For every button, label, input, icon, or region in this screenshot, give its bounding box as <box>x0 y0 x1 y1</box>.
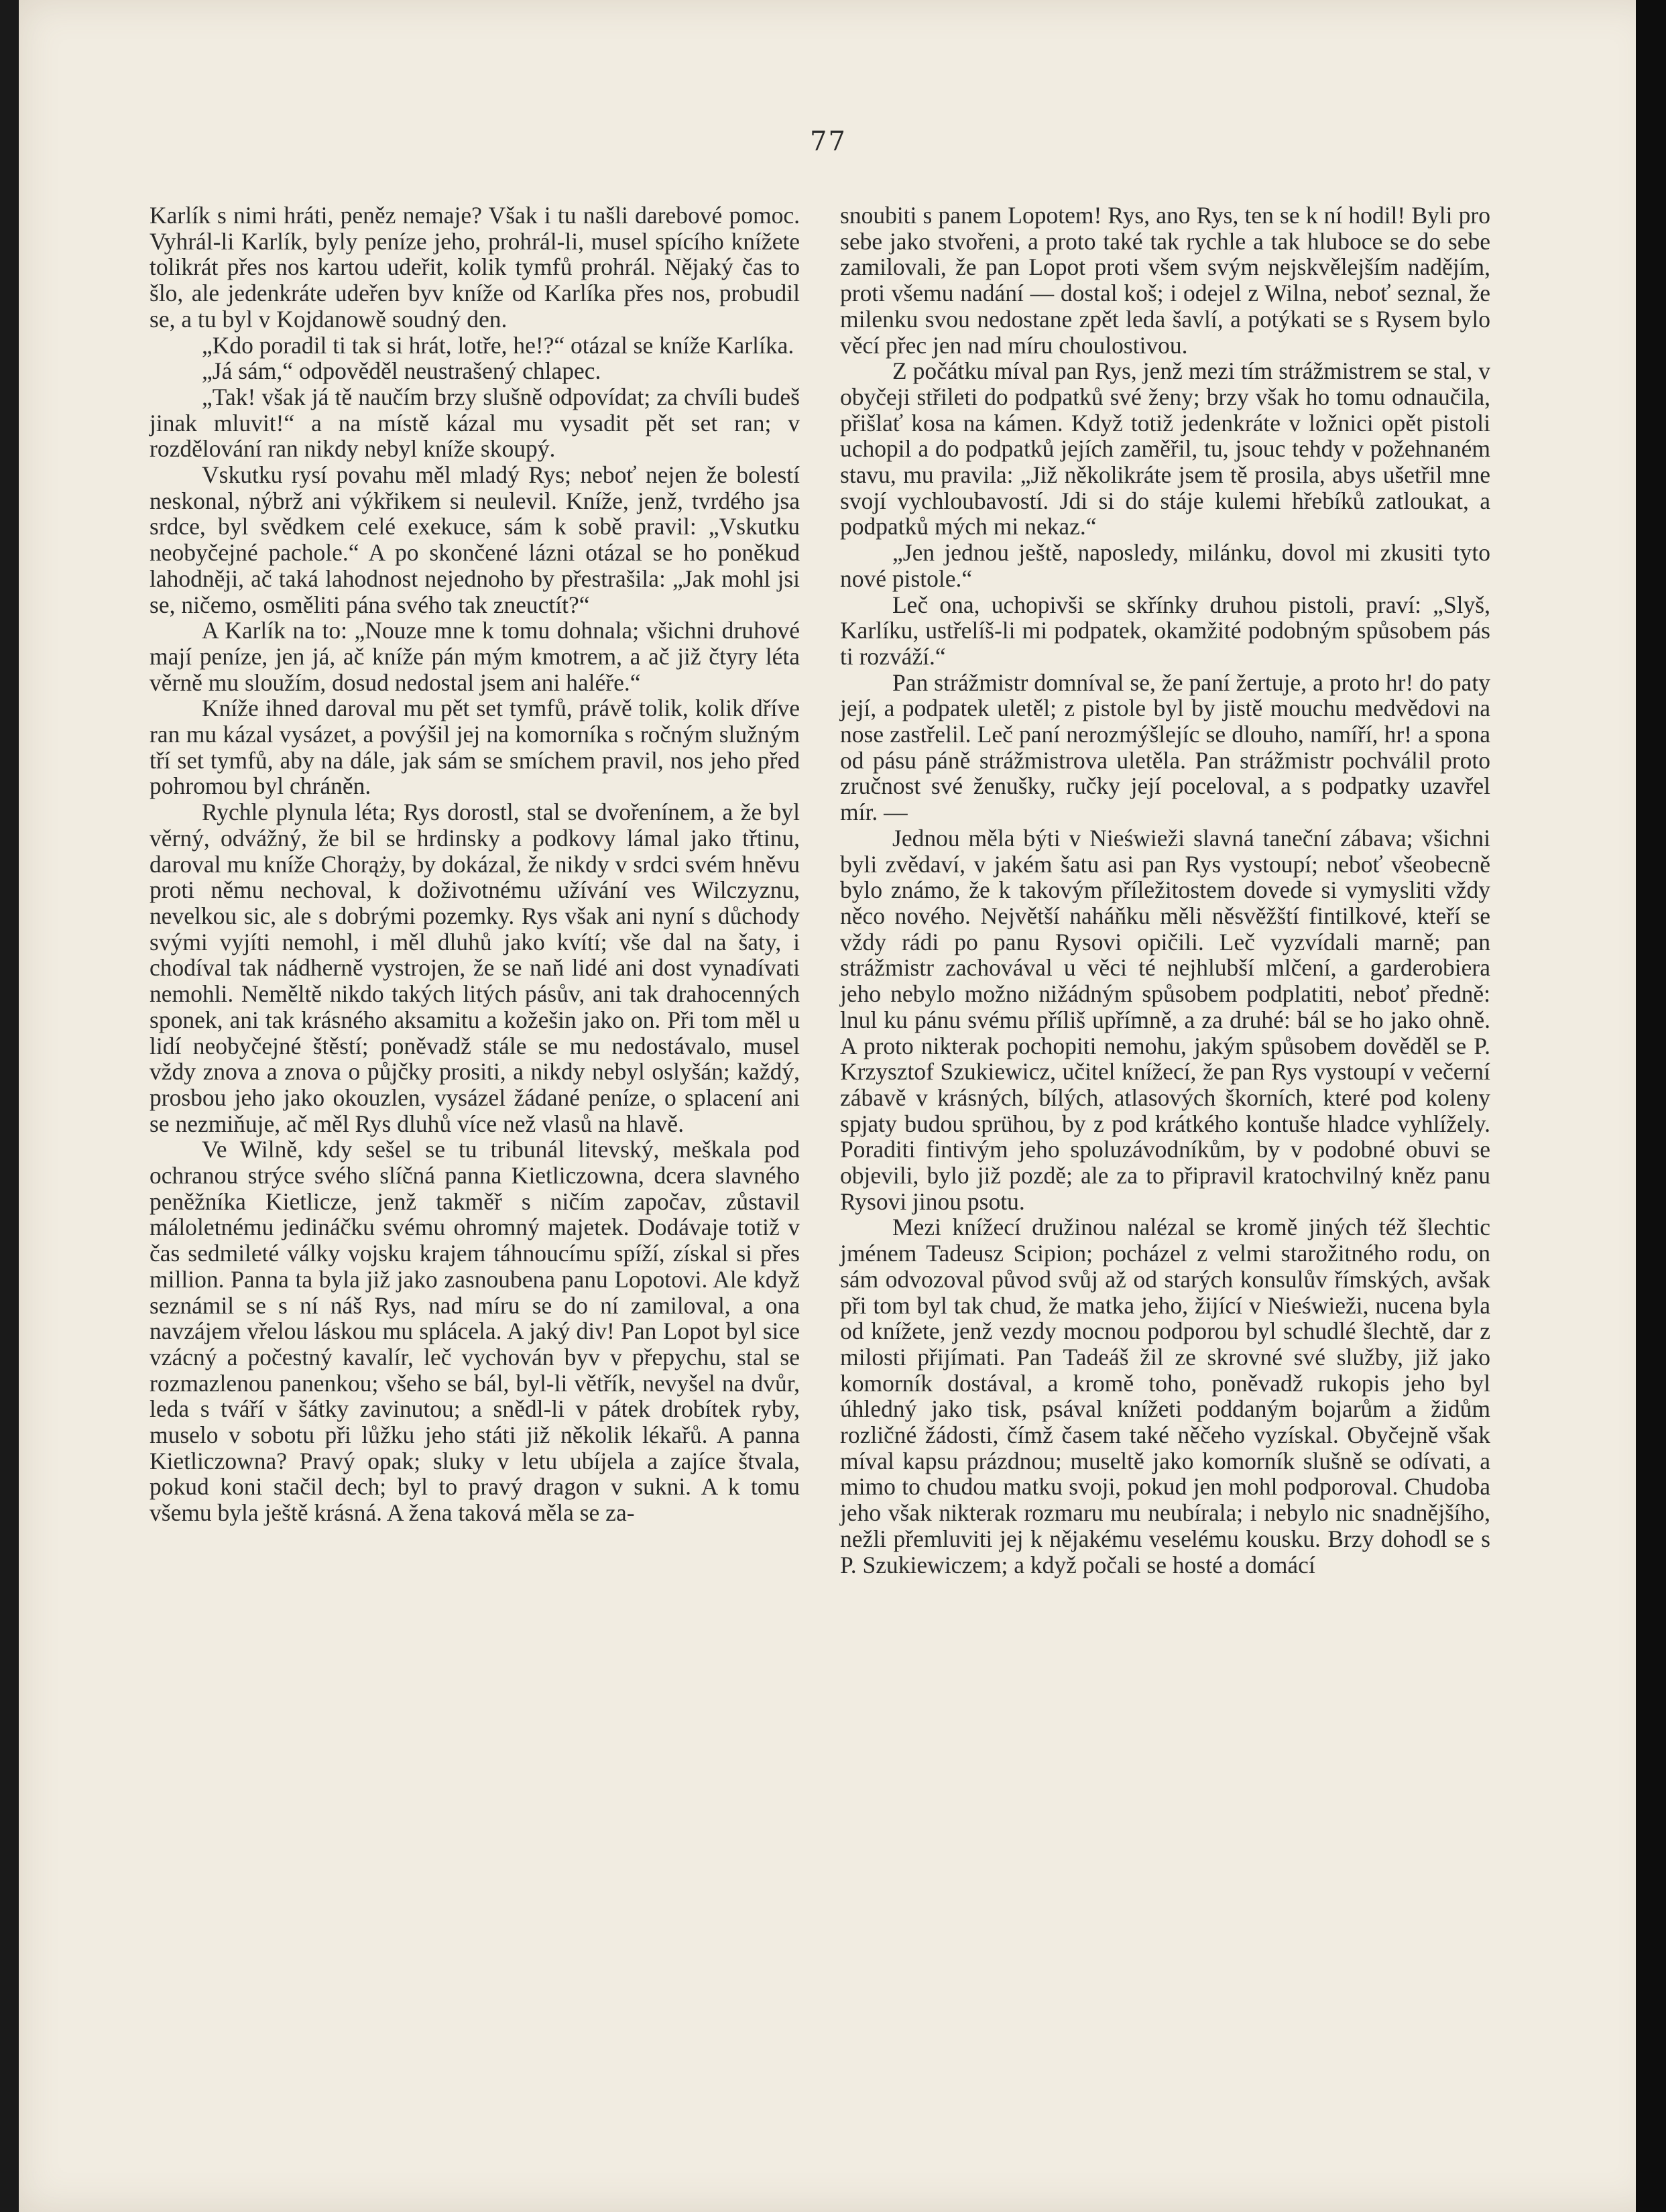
paragraph: „Tak! však já tě naučím brzy slušně odpovídat; za chvíli budeš jinak mluvit!“ a na místě kázal mu vysadit pět set ran; v rozdělování ran nikdy nebyl kníže skoupý. <box>150 383 800 463</box>
paragraph: „Já sám,“ odpověděl neustrašený chlapec. <box>202 357 601 385</box>
paragraph: Ve Wilně, kdy sešel se tu tribunál litevský, meškala pod ochranou strýce svého slíčná panna Kietliczowna, dcera slavného peněžníka Kietlicze, jenž takměř s ničím započav, zůstavil máloletnému jedináčku svému ohromný majetek. Dodávaje totiž v čas sedmileté války vojsku krajem táhnoucímu spíží, získal si přes million. Panna ta byla již jako zasnoubena panu Lopotovi. Ale když seznámil se s ní náš Rys, nad míru se do ní zamiloval, a ona navzájem vřelou láskou mu splácela. A jaký div! Pan Lopot byl sice vzácný a počestný kavalír, leč vychován byv v přepychu, stal se rozmazlenou panenkou; všeho se bál, byl-li větřík, nevyšel na dvůr, leda s tváří v šátky zavinutou; a snědl-li v pátek drobítek ryby, muselo v sobotu při lůžku jeho státi již několik lékařů. A panna Kietliczowna? Pravý opak; sluky v letu ubíjela a zajíce štvala, pokud koni stačil dech; byl to pravý dragon v sukni. A k tomu všemu byla ještě krásná. A žena taková měla se za- <box>150 1136 800 1527</box>
paragraph: Z počátku míval pan Rys, jenž mezi tím strážmistrem se stal, v obyčeji střileti do podpatků své ženy; brzy však ho tomu odnaučila, přišlať kosa na kámen. Když totiž jedenkráte v ložnici opět pistoli uchopil a do podpatků jejích zaměřil, tu, jsouc tehdy v požehnaném stavu, mu pravila: „Již několikráte jsem tě prosila, abys ušetřil mne svojí vychloubavostí. Jdi si do stáje kulemi hřebíků zatloukat, a podpatků mých mi nekaz.“ <box>840 357 1490 540</box>
right-text-column <box>840 202 1490 1578</box>
paragraph: Vskutku rysí povahu měl mladý Rys; neboť nejen že bolestí neskonal, nýbrž ani výkřikem si neulevil. Kníže, jenž, tvrdého jsa srdce, byl svědkem celé exekuce, sám k sobě pravil: „Vskutku neobyčejné pachole.“ A po skončené lázni otázal se ho poněkud lahodněji, ač taká lahodnost nejednoho by přestrašila: „Jak mohl jsi se, ničemo, osměliti pána svého tak zneuctít?“ <box>150 461 800 618</box>
book-page <box>19 0 1658 2212</box>
paragraph: Kníže ihned daroval mu pět set tymfů, právě tolik, kolik dříve ran mu kázal vysázet, a povýšil jej na komorníka s ročným služným tří set tymfů, aby na dále, jak sám se smíchem pravil, nos jeho před pohromou byl chráněn. <box>150 695 800 800</box>
paragraph: Pan strážmistr domníval se, že paní žertuje, a proto hr! do paty její, a podpatek uletěl; z pistole byl by jistě mouchu medvědovi na nose zastřelil. Leč paní nerozmýšlejíc se dlouho, namíří, hr! a spona od pásu páně strážmistrova uletěla. Pan strážmistr pochválil proto zručnost své ženušky, ručky její poceloval, a s podpatky uzavřel mír. — <box>840 668 1490 826</box>
paragraph: Rychle plynula léta; Rys dorostl, stal se dvořenínem, a že byl věrný, odvážný, že bil se hrdinsky a podkovy lámal jako třtinu, daroval mu kníže Chorąży, by dokázal, že nikdy v srdci svém hněvu proti němu nechoval, k doživotnému užívání ves Wilczyznu, nevelkou sic, ale s dobrými pozemky. Rys však ani nyní s důchody svými vyjíti nemohl, i měl dluhů jako kvítí; vše dal na šaty, i chodíval tak nádherně vystrojen, že se naň lidé ani dost vynadívati nemohli. Neměltě nikdo takých litých pásův, ani tak drahocenných sponek, ani tak krásného aksamitu a kožešin jako on. Při tom měl u lidí neobyčejné štěstí; poněvadž stále se mu nedostávalo, musel vždy znova a znova o půjčky prositi, a nikdy nebyl oslyšán; každý, prosbou jeho jako okouzlen, vysázel žádané peníze, o splacení ani se nezmiňuje, ač měl Rys dluhů více než vlasů na hlavě. <box>150 799 800 1137</box>
paragraph: „Jen jednou ještě, naposledy, milánku, dovol mi zkusiti tyto nové pistole.“ <box>840 539 1490 592</box>
page-number: 77 <box>810 126 847 157</box>
paragraph: snoubiti s panem Lopotem! Rys, ano Rys, ten se k ní hodil! Byli pro sebe jako stvořeni, a proto také tak rychle a tak hluboce se do sebe zamilovali, že pan Lopot proti všem svým nejskvělejším nadějím, proti všemu nadání — dostal koš; i odejel z Wilna, neboť seznal, že milenku svou nedostane zpět leda šavlí, a potýkati se s Rysem bylo věcí přec jen nad míru choulostivou. <box>840 202 1490 359</box>
paragraph: Mezi knížecí družinou nalézal se kromě jiných též šlechtic jménem Tadeusz Scipion; pocházel z velmi starožitného rodu, on sám odvozoval původ svůj až od starých konsulův římských, avšak při tom byl tak chud, že matka jeho, žijící v Nieświeži, nucena byla od knížete, jenž vezdy mocnou podporou byl schudlé šlechtě, dar z milosti přijímati. Pan Tadeáš žil ze skrovné své služby, již jako komorník dostával, a kromě toho, poněvadž rukopis jeho byl úhledný jako tisk, psával knížeti poddaným bojarům a židům rozličné žádosti, čímž časem také něčeho vyzískal. Obyčejně však míval kapsu prázdnou; museltě jako komorník slušně se odívati, a mimo to chudou matku svoji, pokud jen mohl podporoval. Chudoba jeho však nikterak rozmaru mu neubírala; i nebylo nic snadnějšího, nežli přemluviti jej k nějakému veselému kousku. Brzy dohodl se s P. Szukiewiczem; a když počali se hosté a domácí <box>840 1214 1490 1578</box>
paragraph: „Kdo poradil ti tak si hrát, lotře, he!?“ otázal se kníže Karlíka. <box>202 331 794 359</box>
paragraph: Karlík s nimi hráti, peněz nemaje? Však i tu našli darebové pomoc. Vyhrál-li Karlík, byly peníze jeho, prohrál-li, musel spícího knížete tolikrát přes nos kartou udeřit, kolik tymfů prohrál. Nějaký čas to šlo, ale jedenkráte udeřen byv kníže od Karlíka přes nos, probudil se, a tu byl v Kojdanowě soudný den. <box>150 202 800 333</box>
paragraph: A Karlík na to: „Nouze mne k tomu dohnala; všichni druhové mají peníze, jen já, ač kníže pán mým kmotrem, a ač již čtyry léta věrně mu sloužím, dosud nedostal jsem ani haléře.“ <box>150 617 800 696</box>
left-text-column <box>150 202 800 1526</box>
paragraph: Jednou měla býti v Nieświeži slavná taneční zábava; všichni byli zvědaví, v jakém šatu asi pan Rys vystoupí; neboť všeobecně bylo známo, že k takovým příležitostem dovede si vymysliti vždy něco nového. Největší naháňku měli něsvěžští fintilkové, kteří se vždy rádi po panu Rysovi opičili. Leč vyzvídali marně; pan strážmistr zachovával u věci té nejhlubší mlčení, a garderobiera jeho nebylo možno nižádným spůsobem podplatiti, neboť předně: lnul ku pánu svému příliš upřímně, a za druhé: bál se ho jako ohně. A proto nikterak pochopiti nemohu, jakým spůsobem dověděl se P. Krzysztof Szukiewicz, učitel knížecí, že pan Rys vystoupí v večerní zábavě v krásných, bílých, atlasových škorních, které pod koleny spjaty budou sprühou, by z pod krátkého kontuše hladce vyhlížely. Poraditi fintivým jeho spoluzávodníkům, by v podobné obuvi se objevili, bylo již pozdě; ale za to připravil kratochvilný kněz panu Rysovi jinou psotu. <box>840 824 1490 1215</box>
scan-edge <box>1636 0 1666 2212</box>
paragraph: Leč ona, uchopivši se skřínky druhou pistoli, praví: „Slyš, Karlíku, ustřelíš-li mi podpatek, okamžité podobným spůsobem pás ti rozváží.“ <box>840 591 1490 670</box>
